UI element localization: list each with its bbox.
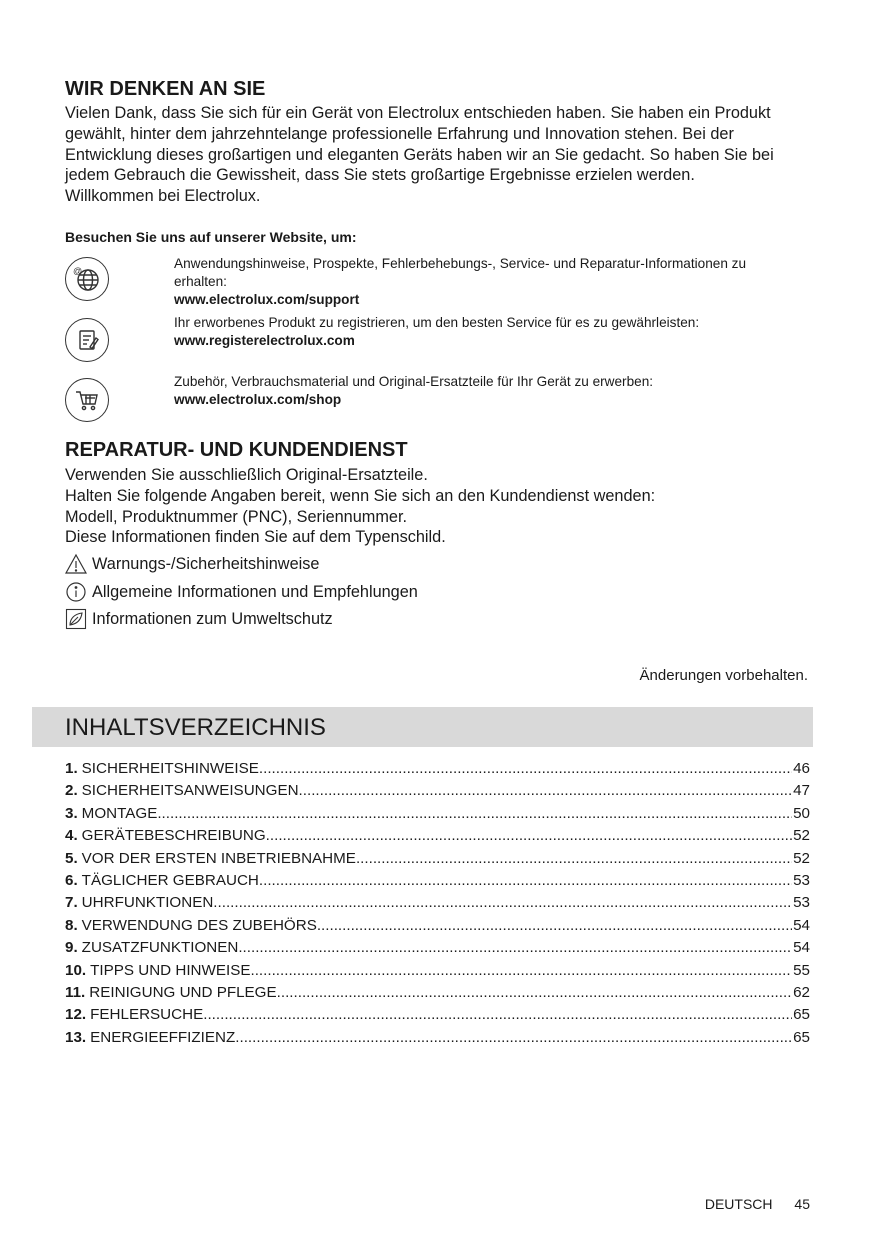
warning-icon: [65, 553, 87, 575]
toc-label: MONTAGE: [81, 804, 158, 822]
service-line: Halten Sie folgende Angaben bereit, wenn Sie sich an den Kundendienst wenden:: [65, 486, 656, 505]
footer-language: DEUTSCH: [704, 1196, 773, 1212]
toc-row[interactable]: [65, 870, 810, 892]
toc-leader-dots: [203, 1004, 792, 1026]
shopping-cart-icon: [65, 378, 109, 422]
toc-label: VERWENDUNG DES ZUBEHÖRS: [81, 916, 317, 934]
service-line: Verwenden Sie ausschließlich Original-Ersatzteile.: [65, 466, 428, 484]
toc-leader-dots: [299, 780, 793, 802]
toc-leader-dots: [317, 915, 792, 937]
legend-environment: [65, 608, 333, 630]
service-line: Modell, Produktnummer (PNC), Seriennummer.: [65, 507, 408, 526]
toc-leader-dots: [277, 982, 792, 1004]
visit-label: Besuchen Sie uns auf unserer Website, um:: [65, 229, 357, 245]
toc-leader-dots: [250, 960, 792, 982]
toc-number: 13.: [65, 1028, 87, 1046]
legend-label: Allgemeine Informationen und Empfehlungen: [92, 582, 418, 601]
toc-page: 55: [793, 961, 810, 979]
toc-number: 5.: [65, 849, 78, 867]
toc-row[interactable]: [65, 1027, 810, 1049]
globe-icon: [65, 257, 109, 301]
toc-row[interactable]: [65, 758, 810, 780]
toc-row[interactable]: [65, 960, 810, 982]
toc-page: 50: [793, 804, 810, 822]
toc-number: 3.: [65, 804, 78, 822]
link-support: [174, 255, 794, 308]
link-shop-url[interactable]: www.electrolux.com/shop: [174, 391, 342, 407]
link-register-url[interactable]: www.registerelectrolux.com: [174, 332, 355, 348]
toc-label: UHRFUNKTIONEN: [81, 894, 214, 912]
toc-header: [32, 707, 813, 747]
register-icon: [65, 318, 109, 362]
toc-number: 2.: [65, 782, 78, 800]
footer-page-number: 45: [794, 1196, 810, 1212]
toc-leader-dots: [259, 758, 792, 780]
toc-leader-dots: [238, 937, 792, 959]
toc-label: SICHERHEITSANWEISUNGEN: [81, 782, 299, 800]
service-text: [65, 465, 810, 548]
toc-label: FEHLERSUCHE: [90, 1006, 204, 1024]
toc-number: 6.: [65, 871, 78, 889]
toc-label: REINIGUNG UND PFLEGE: [89, 983, 277, 1001]
toc-number: 1.: [65, 760, 78, 777]
page-footer: [687, 1196, 810, 1212]
toc-leader-dots: [235, 1027, 792, 1049]
toc-page: 65: [793, 1028, 810, 1046]
toc-page: 53: [793, 871, 810, 889]
link-register: [174, 314, 794, 350]
intro-paragraph: Vielen Dank, dass Sie sich für ein Gerät von Electrolux entschieden haben. Sie haben ein Produkt gewählt, hinter dem jahrzehntelange professionelle Erfahrung und Innovation stehen. Bei der Entwicklung dieses großartigen und eleganten Geräts haben wir an Sie gedacht. So haben Sie bei jedem Gebrauch die Gewissheit, dass Sie stets großartige Ergebnisse erzielen werden.: [65, 104, 774, 185]
toc-page: 62: [793, 983, 810, 1001]
toc-label: TÄGLICHER GEBRAUCH: [81, 871, 259, 889]
toc-row[interactable]: [65, 848, 810, 870]
section-title-service: REPARATUR- UND KUNDENDIENST: [65, 439, 408, 461]
link-register-text: Ihr erworbenes Produkt zu registrieren, um den besten Service für es zu gewährleisten:: [174, 315, 700, 330]
toc-number: 7.: [65, 894, 78, 912]
toc-page: 54: [793, 916, 810, 934]
table-of-contents: [65, 758, 810, 1049]
toc-leader-dots: [157, 803, 792, 825]
toc-leader-dots: [266, 825, 792, 847]
toc-label: SICHERHEITSHINWEISE: [81, 760, 259, 777]
link-support-text: Anwendungshinweise, Prospekte, Fehlerbehebungs-, Service- und Reparatur-Informationen zu erhalten:: [174, 256, 747, 289]
toc-label: TIPPS UND HINWEISE: [90, 961, 251, 979]
toc-leader-dots: [213, 892, 792, 914]
toc-row[interactable]: [65, 937, 810, 959]
toc-row[interactable]: [65, 982, 810, 1004]
toc-number: 9.: [65, 939, 78, 957]
toc-label: ZUSATZFUNKTIONEN: [81, 939, 239, 957]
toc-page: 65: [793, 1006, 810, 1024]
toc-title: INHALTSVERZEICHNIS: [65, 714, 326, 741]
toc-row[interactable]: [65, 803, 810, 825]
toc-page: 54: [793, 939, 810, 957]
toc-number: 11.: [65, 983, 86, 1001]
toc-row[interactable]: [65, 780, 810, 802]
toc-label: VOR DER ERSTEN INBETRIEBNAHME: [81, 849, 356, 867]
toc-leader-dots: [356, 848, 792, 870]
intro-text: [65, 103, 810, 207]
link-shop-text: Zubehör, Verbrauchsmaterial und Original-Ersatzteile für Ihr Gerät zu erwerben:: [174, 374, 654, 389]
toc-number: 10.: [65, 961, 87, 979]
info-icon: [65, 581, 87, 603]
service-line: Diese Informationen finden Sie auf dem Typenschild.: [65, 528, 446, 547]
toc-leader-dots: [259, 870, 792, 892]
toc-page: 47: [793, 782, 810, 800]
toc-label: GERÄTEBESCHREIBUNG: [81, 827, 266, 845]
toc-number: 4.: [65, 827, 78, 845]
toc-page: 46: [793, 760, 810, 777]
toc-number: 8.: [65, 916, 78, 934]
svg-text:@: @: [73, 266, 83, 276]
legend-label: Warnungs-/Sicherheitshinweise: [92, 554, 320, 573]
toc-number: 12.: [65, 1006, 87, 1024]
link-shop: [174, 373, 794, 409]
toc-row[interactable]: [65, 892, 810, 914]
toc-row[interactable]: [65, 915, 810, 937]
link-support-url[interactable]: www.electrolux.com/support: [174, 291, 360, 307]
leaf-icon: [65, 608, 87, 630]
section-title-intro: WIR DENKEN AN SIE: [65, 78, 266, 100]
toc-page: 52: [793, 849, 810, 867]
toc-page: 53: [793, 894, 810, 912]
changes-note: Änderungen vorbehalten.: [639, 667, 808, 684]
legend-warning: [65, 553, 319, 575]
legend-info: [65, 581, 418, 603]
toc-label: ENERGIEEFFIZIENZ: [90, 1028, 236, 1046]
toc-page: 52: [793, 827, 810, 845]
legend-label: Informationen zum Umweltschutz: [92, 609, 333, 628]
toc-row[interactable]: [65, 825, 810, 847]
welcome-line: Willkommen bei Electrolux.: [65, 187, 261, 206]
toc-row[interactable]: [65, 1004, 810, 1026]
